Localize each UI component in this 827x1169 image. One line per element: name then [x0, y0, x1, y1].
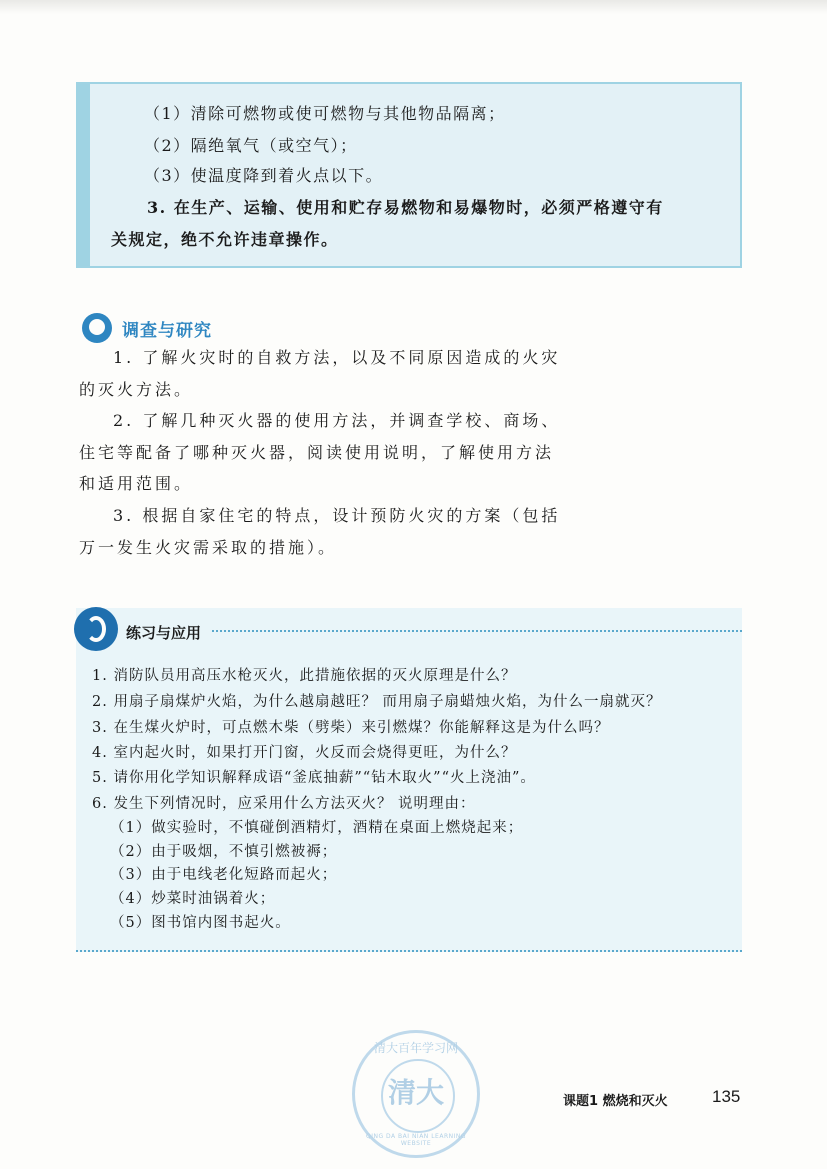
- exercises-icon: [74, 607, 118, 651]
- exercises-title: 练习与应用: [126, 624, 202, 642]
- exercise-item: 2. 用扇子扇煤炉火焰，为什么越扇越旺？ 而用扇子扇蜡烛火焰，为什么一扇就灭？: [92, 694, 662, 710]
- summary-line: 关规定，绝不允许违章操作。: [111, 230, 339, 249]
- summary-line: （1）清除可燃物或使可燃物与其他物品隔离；: [144, 104, 506, 123]
- exercise-subitem: （5）图书馆内图书起火。: [110, 915, 291, 931]
- exercises-dotted-rule: [212, 630, 742, 632]
- research-line: 和适用范围。: [79, 474, 194, 493]
- research-line: 1. 了解火灾时的自救方法，以及不同原因造成的火灾: [113, 348, 561, 367]
- exercise-item: 5. 请你用化学知识解释成语“釜底抽薪”“钻木取火”“火上浇油”。: [92, 770, 536, 786]
- exercise-subitem: （1）做实验时，不慎碰倒酒精灯，酒精在桌面上燃烧起来；: [110, 820, 524, 836]
- watermark-bottom-text: QING DA BAI NIAN LEARNING WEBSITE: [365, 1133, 467, 1147]
- exercise-subitem: （3）由于电线老化短路而起火；: [110, 867, 338, 883]
- exercise-subitem: （2）由于吸烟，不慎引燃被褥；: [110, 844, 338, 860]
- chapter-label: 课题1 燃烧和灭火: [563, 1094, 668, 1109]
- summary-line: （2）隔绝氧气（或空气）；: [144, 136, 358, 155]
- page-top-edge: [0, 0, 827, 14]
- research-line: 万一发生火灾需采取的措施）。: [79, 538, 338, 557]
- watermark-top-text: 清大百年学习网: [373, 1041, 458, 1055]
- exercise-subitem: （4）炒菜时油锅着火；: [110, 891, 276, 907]
- research-line: 3. 根据自家住宅的特点，设计预防火灾的方案（包括: [113, 506, 561, 525]
- exercise-item: 4. 室内起火时，如果打开门窗，火反而会烧得更旺，为什么？: [92, 745, 517, 761]
- research-title: 调查与研究: [122, 321, 212, 341]
- watermark-seal: [352, 1030, 480, 1158]
- research-icon: [82, 313, 112, 343]
- exercise-item: 1. 消防队员用高压水枪灭火，此措施依据的灭火原理是什么？: [92, 668, 517, 684]
- summary-line: 3. 在生产、运输、使用和贮存易燃物和易爆物时，必须严格遵守有: [147, 198, 664, 217]
- watermark-center-text: 清大: [387, 1076, 444, 1109]
- research-line: 的灭火方法。: [79, 380, 194, 399]
- summary-accent-bar: [78, 84, 90, 266]
- research-line: 2. 了解几种灭火器的使用方法，并调查学校、商场、: [113, 411, 561, 430]
- exercise-item: 3. 在生煤火炉时，可点燃木柴（劈柴）来引燃煤？你能解释这是为什么吗？: [92, 720, 610, 736]
- summary-line: （3）使温度降到着火点以下。: [144, 166, 384, 185]
- exercise-item: 6. 发生下列情况时，应采用什么方法灭火？ 说明理由：: [92, 796, 476, 812]
- page-number: 135: [712, 1087, 741, 1106]
- research-line: 住宅等配备了哪种灭火器，阅读使用说明，了解使用方法: [79, 443, 555, 462]
